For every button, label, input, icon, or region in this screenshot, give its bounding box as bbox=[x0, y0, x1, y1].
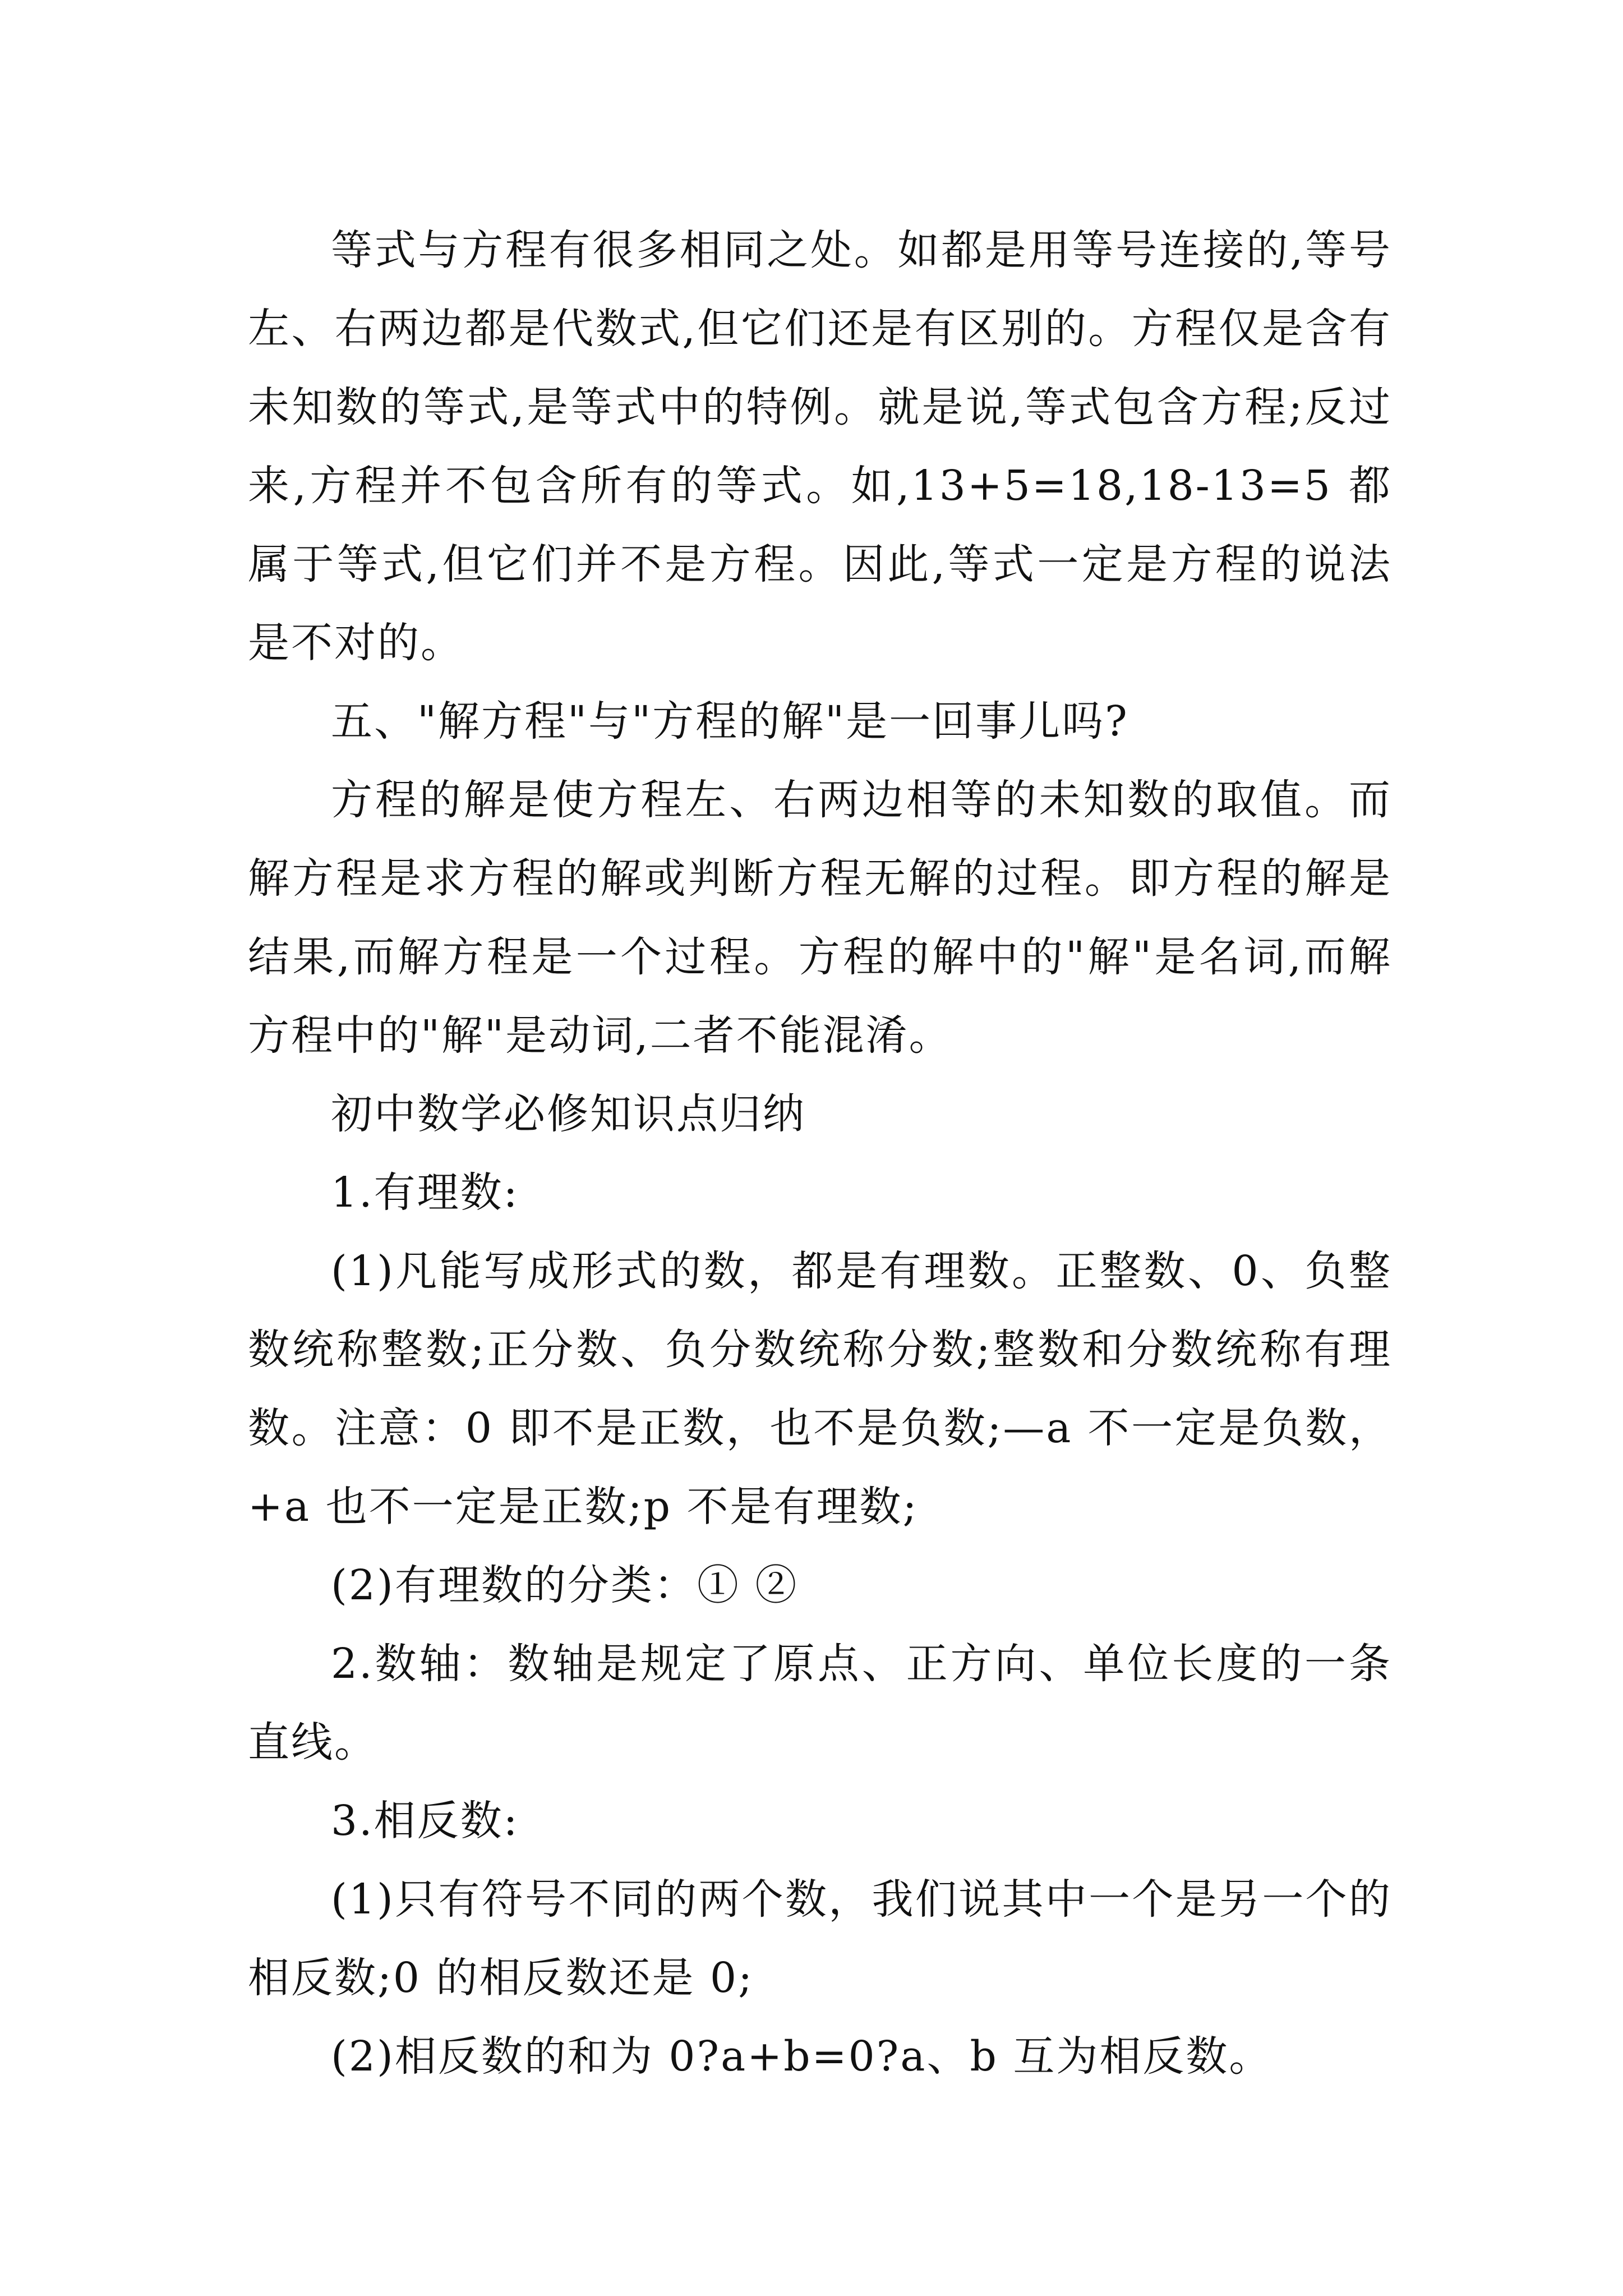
paragraph-equation-vs-equality: 等式与方程有很多相同之处。如都是用等号连接的,等号左、右两边都是代数式,但它们还是有区别的。方程仅是含有未知数的等式,是等式中的特例。就是说,等式包含方程;反过来,方程并不包含所有的等式。如,13+5=18,18-13=5 都属于等式,但它们并不是方程。因此,等式一定是方程的说法是不对的。 bbox=[248, 226, 1392, 667]
paragraph-number-line: 2.数轴：数轴是规定了原点、正方向、单位长度的一条直线。 bbox=[248, 1640, 1392, 1766]
section-heading-five: 五、"解方程"与"方程的解"是一回事儿吗? bbox=[331, 697, 1129, 746]
document-body bbox=[248, 211, 1392, 2096]
item-heading-rational-numbers: 1.有理数: bbox=[331, 1168, 519, 1217]
paragraph-rational-definition: (1)凡能写成形式的数，都是有理数。正整数、0、负整数统称整数;正分数、负分数统称分数;整数和分数统称有理数。注意：0 即不是正数，也不是负数;—a 不一定是负数，+a 也不一定是正数;p 不是有理数; bbox=[248, 1247, 1392, 1531]
item-heading-opposite-numbers: 3.相反数: bbox=[331, 1797, 519, 1845]
paragraph-solution-vs-solving: 方程的解是使方程左、右两边相等的未知数的取值。而解方程是求方程的解或判断方程无解的过程。即方程的解是结果,而解方程是一个过程。方程的解中的"解"是名词,而解方程中的"解"是动词,二者不能混淆。 bbox=[248, 776, 1392, 1060]
paragraph-opposite-sum: (2)相反数的和为 0?a+b=0?a、b 互为相反数。 bbox=[331, 2032, 1272, 2081]
paragraph-rational-classification: (2)有理数的分类：① ② bbox=[331, 1561, 799, 1609]
paragraph-opposite-definition: (1)只有符号不同的两个数，我们说其中一个是另一个的相反数;0 的相反数还是 0; bbox=[248, 1875, 1392, 2002]
section-heading-knowledge-summary: 初中数学必修知识点归纳 bbox=[331, 1090, 806, 1138]
